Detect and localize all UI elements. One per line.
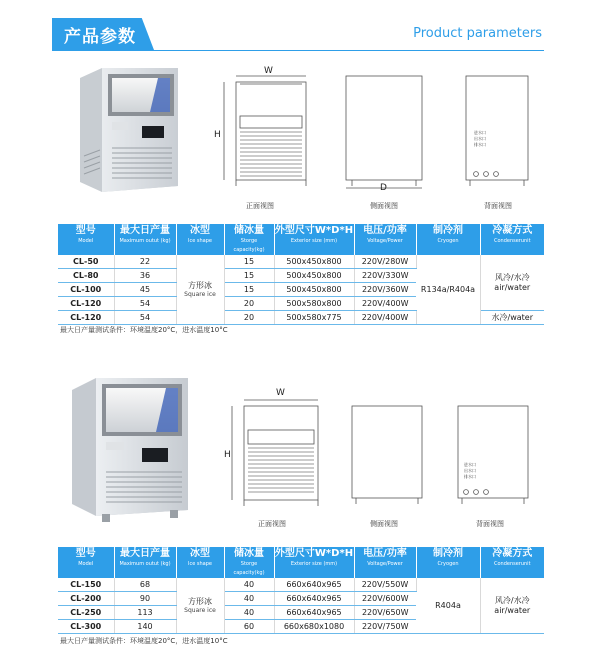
dim-h-small: H (214, 130, 221, 140)
page-title-en: Product parameters (413, 26, 542, 41)
col-storage: 储冰量 Storge capacity(kg) (224, 547, 274, 578)
back-label-drain: 排水口 (474, 142, 486, 147)
cryogen-cell: R404a (416, 578, 480, 634)
back-label-inlet: 进水口 (464, 462, 476, 467)
ice-shape-cell: 方形冰 Square ice (176, 578, 224, 634)
product-image-large (66, 376, 196, 524)
col-size: 外型尺寸W*D*H Exterior size (mm) (274, 547, 354, 578)
page-title: 产品参数 (64, 27, 136, 47)
side-view-label-large: 侧面视图 (370, 520, 398, 528)
dim-w-small: W (264, 66, 273, 76)
table-row: CL-250 113 40 660x640x965 220V/650W (58, 606, 544, 620)
back-labels-large (464, 462, 476, 480)
back-label-outlet: 出水口 (464, 468, 476, 473)
spec-table-large (58, 547, 544, 634)
col-ice-shape: 冰型 Ice shape (176, 547, 224, 578)
test-conditions-note-2: 最大日产量测试条件：环境温度20°C，进水温度10°C (60, 637, 228, 645)
table-row: CL-200 90 40 660x640x965 220V/600W (58, 592, 544, 606)
col-output: 最大日产量 Maximum outut (kg) (114, 224, 176, 255)
table-row: CL-100 45 15 500x450x800 220V/360W (58, 283, 544, 297)
table-row: CL-80 36 15 500x450x800 220V/330W (58, 269, 544, 283)
front-view-label-large: 正面视图 (258, 520, 286, 528)
col-model: 型号 Model (58, 224, 114, 255)
back-label-drain: 排水口 (464, 474, 476, 479)
dim-d-small: D (380, 183, 387, 193)
ice-shape-cell: 方形冰 Square ice (176, 255, 224, 325)
condenser-cell: 风冷/水冷 air/water (480, 255, 544, 311)
product-image-small (72, 66, 192, 196)
spec-table-small (58, 224, 544, 325)
col-output: 最大日产量 Maximum outut (kg) (114, 547, 176, 578)
col-power: 电压/功率 Voltage/Power (354, 224, 416, 255)
side-view-label-small: 侧面视图 (370, 202, 398, 210)
col-cryogen: 制冷剂 Cryogen (416, 547, 480, 578)
drawings-large (210, 386, 550, 516)
col-ice-shape: 冰型 Ice shape (176, 224, 224, 255)
front-view-label-small: 正面视图 (246, 202, 274, 210)
col-size: 外型尺寸W*D*H Exterior size (mm) (274, 224, 354, 255)
col-condenser: 冷凝方式 Condenserunit (480, 547, 544, 578)
dim-w-large: W (276, 388, 285, 398)
table-row: CL-120 54 20 500x580x775 220V/400W 水冷/water (58, 311, 544, 325)
header-divider (52, 50, 544, 51)
back-label-inlet: 进水口 (474, 130, 486, 135)
col-power: 电压/功率 Voltage/Power (354, 547, 416, 578)
table-row: CL-50 22 方形冰 Square ice 15 500x450x800 220V/280W R134a/R404a 风冷/水冷 air/water (58, 255, 544, 269)
col-model: 型号 Model (58, 547, 114, 578)
test-conditions-note-1: 最大日产量测试条件：环境温度20°C，进水温度10°C (60, 326, 228, 334)
col-storage: 储冰量 Storge capacity(kg) (224, 224, 274, 255)
back-view-label-small: 背面视图 (484, 202, 512, 210)
condenser-cell-water: 水冷/water (480, 311, 544, 325)
col-cryogen: 制冷剂 Cryogen (416, 224, 480, 255)
dim-h-large: H (224, 450, 231, 460)
table-header (58, 547, 544, 578)
table-header (58, 224, 544, 255)
back-labels-small (474, 130, 486, 148)
table-row: CL-120 54 20 500x580x800 220V/400W (58, 297, 544, 311)
back-label-outlet: 出水口 (474, 136, 486, 141)
col-condenser: 冷凝方式 Condenserunit (480, 224, 544, 255)
back-view-label-large: 背面视图 (476, 520, 504, 528)
table-row: CL-150 68 方形冰 Square ice 40 660x640x965 220V/550W R404a 风冷/水冷 air/water (58, 578, 544, 592)
condenser-cell: 风冷/水冷 air/water (480, 578, 544, 634)
table-row: CL-300 140 60 660x680x1080 220V/750W (58, 620, 544, 634)
cryogen-cell: R134a/R404a (416, 255, 480, 325)
